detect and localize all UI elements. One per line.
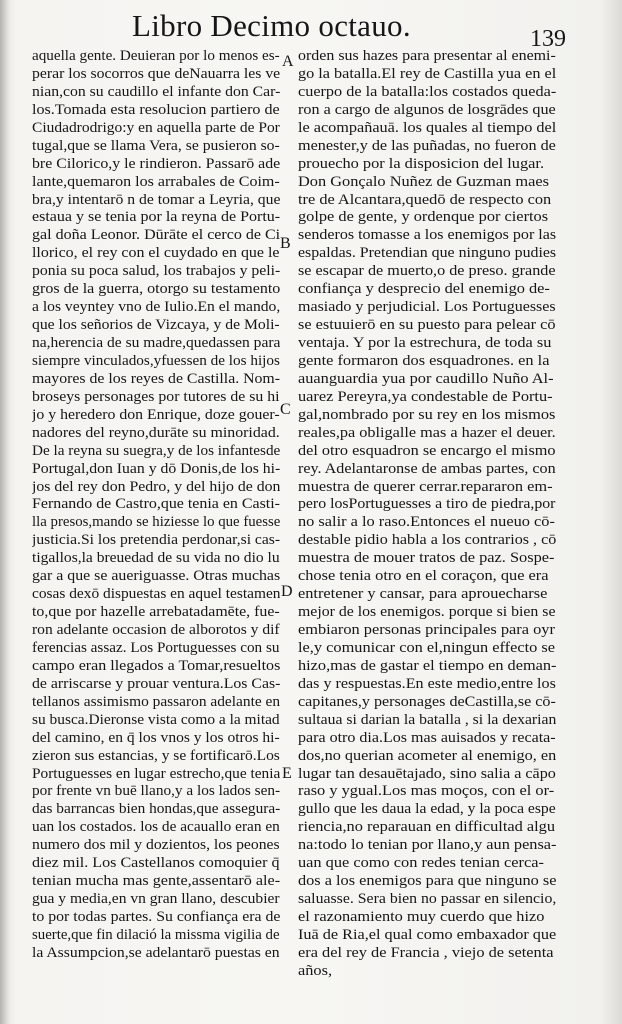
text-line: jos del rey don Pedro, y del hijo de don (32, 478, 280, 495)
margin-marker-c: C (280, 401, 291, 418)
text-line: to,que por hazelle arrebatadamēte, fue- (32, 604, 280, 621)
text-line: numero dos mil y dozientos, los peones (32, 837, 280, 854)
gutter-shadow (0, 0, 10, 1024)
text-line: su busca.Dieronse vista como a la mitad (32, 711, 280, 728)
text-line: diez mil. Los Castellanos comoquier q̄ (32, 855, 280, 872)
text-line: dos,no querian acometer al enemigo, en (298, 747, 556, 764)
text-line: para otro dia.Los mas auisados y recata- (298, 729, 556, 746)
margin-marker-d: D (281, 583, 293, 600)
text-line: Fernando de Castro,que tenia en Casti- (32, 496, 280, 513)
text-line: jo y heredero don Enrique, doze gouer- (32, 406, 280, 423)
running-header: Libro Decimo octauo. (132, 8, 411, 43)
text-line: tigallos,la breuedad de su vida no dio lu (32, 550, 280, 567)
text-line: auanguardia yua por caudillo Nuño Al- (298, 370, 554, 387)
text-line: destable pidio habla a los contrarios , cō (298, 532, 556, 549)
text-line: uan que como con redes tenian cerca- (298, 855, 544, 872)
text-line: le,y comunicar con el,ningun effecto se (298, 639, 556, 656)
text-line: tugal,que se llama Vera, se pusieron so- (32, 137, 280, 154)
left-text-column (32, 48, 280, 963)
text-line: ventaja. Y por la estrechura, de toda su (298, 335, 552, 351)
text-line: Portuguesses en lugar estrecho,que tenia (32, 765, 280, 782)
text-line: justicia.Si los pretendia perdonar,si cas- (32, 532, 280, 549)
text-line: uarez Pereyra,ya condestable de Portu- (298, 388, 553, 405)
text-line: uan los costados. los de acauallo eran en (32, 819, 280, 836)
text-line: siempre vinculados,yfuessen de los hijos (32, 352, 280, 369)
text-line: masiado y perjudicial. Los Portuguesses (298, 299, 556, 316)
text-line: confiança y desprecio del enemigo de- (298, 281, 550, 298)
text-line: no salir a lo raso.Entonces el nueuo cō- (298, 514, 555, 531)
text-line: lla presos,mando se hiziesse lo que fuesse (32, 514, 280, 531)
text-line: ferencias assaz. Los Portuguesses con su (32, 639, 280, 656)
margin-marker-a: A (282, 53, 294, 70)
text-line: ron adelante occasion de alborotos y dif (32, 622, 280, 638)
text-line: muestra de mouer tratos de paz. Sospe- (298, 550, 555, 567)
text-line: De la reyna su suegra,y de los infantesde (32, 442, 280, 459)
text-line: to por todas partes. Su confiança era de (32, 909, 280, 925)
text-line: suerte,que fin dilació la missma vigilia de (32, 926, 280, 943)
text-line: Iuā de Ria,el qual como embaxador que (298, 926, 556, 943)
page-number: 139 (530, 26, 566, 52)
text-line: chose tenia otro en el coraçon, que era (298, 568, 549, 585)
text-line: pero losPortuguesses a tiro de piedra,por (298, 496, 556, 513)
text-line: raso y ygual.Los mas moços, con el or- (298, 783, 555, 800)
text-line: cosas dexō dispuestas en aquel testamen (32, 586, 280, 603)
text-line: gros de la guerra, otorgo su testamento (32, 281, 280, 298)
text-line: los.Tomada esta resolucion partiero de (32, 101, 280, 118)
text-line: das y respuestas.En este medio,entre los (298, 675, 556, 692)
text-line: de arriscarse y prouar ventura.Los Cas- (32, 675, 280, 692)
text-line: espaldas. Pretendian que ninguno pudies (298, 245, 556, 262)
text-line: gal,nombrado por su rey en los mismos (298, 406, 556, 423)
text-line: ron a cargo de algunos de losgrādes que (298, 101, 556, 118)
text-line: tellanos assimismo passaron adelante en (32, 693, 280, 710)
text-line: go la batalla.El rey de Castilla yua en el (298, 65, 556, 82)
text-line: dos a los enemigos para que ninguno se (298, 873, 556, 890)
text-line: estaua y se tenia por la reyna de Portu- (32, 209, 280, 226)
text-line: prouecho por la disposicion del lugar. (298, 155, 545, 172)
text-line: Portugal,don Iuan y dō Donis,de los hi- (32, 460, 280, 477)
text-line: el razonamiento muy cuerdo que hizo (298, 909, 545, 925)
text-line: bre Cilorico,y le rindieron. Passarō ade (32, 155, 280, 172)
text-line: ponia su poca salud, los trabajos y peli- (32, 263, 280, 280)
text-line: gente formaron dos esquadrones. en la (298, 352, 550, 369)
text-line: entretener y cansar, para aprouecharse (298, 586, 548, 603)
text-line: tre de Alcantara,quedō de respecto con (298, 191, 552, 208)
text-line: por frente vn buē llano,y a los lados sen- (32, 783, 280, 800)
right-text-column (298, 48, 556, 981)
text-line: la Assumpcion,se adelantarō puestas en (32, 944, 280, 961)
text-line: del camino, en q̄ los vnos y los otros hi- (32, 729, 280, 746)
text-line: reales,pa obligalle mas a hazer el deuer. (298, 424, 556, 441)
text-line: senderos tomasse a los enemigos por las (298, 227, 556, 244)
text-line: hizo,mas de gastar el tiempo en deman- (298, 657, 556, 674)
text-line: campo eran llegados a Tomar,resueltos (32, 657, 280, 674)
text-line: capitanes,y personages deCastilla,se cō- (298, 693, 556, 710)
text-line: se escapar de muerto,o de preso. grande (298, 263, 556, 280)
text-line: gal doña Leonor. Dūrāte el cerco de Ci (32, 227, 280, 244)
text-line: llorico, el rey con el cuydado en que le (32, 245, 280, 262)
text-line: tenian mucha mas gente,assentarō ale- (32, 873, 280, 890)
text-line: le acompañauā. los quales al tiempo del (298, 119, 556, 136)
text-line: rey. Adelantaronse de ambas partes, con (298, 460, 556, 477)
text-line: gullo que les daua la edad, y la poca espe (298, 801, 556, 818)
text-line: nadores del reyno,durāte su minoridad. (32, 424, 280, 441)
text-line: na,herencia de su madre,quedassen para (32, 335, 280, 351)
text-line: a los veyntey vno de Iulio.En el mando, (32, 299, 280, 316)
text-line: perar los socorros que deNauarra les ve (32, 65, 280, 82)
text-line: sultaua si darian la batalla , si la dexarian (298, 711, 556, 728)
text-line: cuerpo de la batalla:los costados queda- (298, 83, 556, 100)
text-line: lugar tan desauētajado, sino salia a cāpo (298, 765, 556, 782)
text-line: años, (298, 962, 333, 979)
text-line: mayores de los reyes de Castilla. Nom- (32, 370, 280, 387)
text-line: del otro esquadron se encargo el mismo (298, 442, 556, 459)
text-line: mejor de los enemigos. porque si bien se (298, 604, 556, 621)
text-line: gua y media,en vn gran llano, descubier (32, 891, 280, 908)
text-line: na:todo lo tenian por llano,y aun pensa- (298, 837, 556, 854)
text-line: Don Gonçalo Nuñez de Guzman maes (298, 173, 550, 190)
text-line: que los señorios de Vizcaya, y de Moli- (32, 317, 280, 334)
text-line: menester,y de las puñadas, no fueron de (298, 137, 556, 154)
text-line: nian,con su caudillo el infante don Car- (32, 83, 280, 100)
text-line: orden sus hazes para presentar al enemi- (298, 48, 556, 64)
text-line: saluasse. Sera bien no passar en silencio, (298, 891, 556, 908)
text-line: embiaron personas principales para oyr (298, 622, 555, 638)
text-line: bra,y intentarō n de tomar a Leyria, que (32, 191, 280, 208)
text-line: muestra de querer cerrar.repararon em- (298, 478, 553, 495)
text-line: riencia,no reparauan en difficultad algu (298, 819, 556, 836)
text-line: lante,quemaron los arrabales de Coim- (32, 173, 280, 190)
text-line: se estuuierō en su puesto para pelear cō (298, 317, 556, 334)
margin-marker-e: E (282, 765, 292, 782)
text-line: gar a que se aueriguasse. Otras muchas (32, 568, 280, 585)
text-line: das barrancas bien hondas,que assegura- (32, 801, 280, 818)
text-line: aquella gente. Deuieran por lo menos es- (32, 48, 280, 64)
text-line: Ciudadrodrigo:y en aquella parte de Por (32, 119, 280, 136)
text-line: era del rey de Francia , viejo de setenta (298, 944, 554, 961)
text-line: broseys personages por tutores de su hi (32, 388, 280, 405)
text-line: golpe de gente, y ordenque por ciertos (298, 209, 549, 226)
margin-marker-b: B (280, 235, 291, 252)
text-line: zieron sus estancias, y se fortificarō.Los (32, 747, 280, 764)
